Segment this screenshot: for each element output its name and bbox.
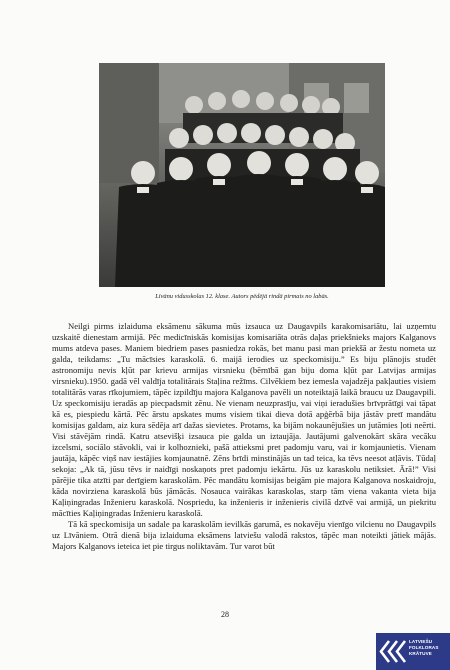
folklore-archive-logo xyxy=(376,633,450,670)
photograph-image xyxy=(99,63,385,287)
logo-line: LATVIEŠU xyxy=(409,639,433,644)
logo-line: KRĀTUVE xyxy=(409,651,432,657)
logo-text xyxy=(409,639,449,658)
class-photograph xyxy=(99,63,385,287)
logo-line: FOLKLORAS xyxy=(409,645,439,651)
logo-chevrons-icon xyxy=(379,639,407,664)
article-body xyxy=(52,321,436,552)
paragraph: Neilgi pirms izlaiduma eksāmenu sākuma mūs izsauca uz Daugavpils karakomisariātu, lai uzņemtu uzskaitē dienestam armijā. Pēc medicīniskās komisijas komisariāta otrās daļas priekšnieks majors Kalganovs mums atdeva pases. Maniem biedriem pases pasniedza rokās, bet manu pasi man priekšā ar žestu nometa uz galda, teikdams: „Tu mācīsies karaskolā. 6. maijā ierodies uz speckomisiju.” Es biju plānojis studēt astronomiju nevis kļūt par krievu armijas virsnieku (bērnībā gan biju doma kļūt par Latvijas armijas virsnieku).1950. gadā vēl valdīja totalitārais Staļina režīms. Cilvēkiem bez iemesla vajadzēja pakļauties visiem totalitārās varas rīkojumiem, tāpēc izpildīju majora Kalganova pavēli un noteiktajā laikā braucu uz Daugavpili. Uz speckomisiju ieradās ap piecpadsmit zēnu. Ne vienam neuzprasīju, vai viņi ieradušies brīvprātīgi vai tāpat kā es, piespiedu kārtā. Pēc ārstu apskates mums visiem tikai dieva dotā apģērbā bija jāstāv pretī mandātu komisijas galdam, aiz kura sēdēja arī dažas sievietes. Protams, ka bijām nokaunējušies un jutāmies ļoti neērti. Visi stāvējām rindā. Katru atsevišķi izsauca pie galda un iztaujāja. Jautājumi galvenokārt skāra vecāku izcelsmi, sociālo stāvokli, vai ir kolhoznieki, pašā attieksmi pret padomju varu, vai ir komjaunietis. Vienam jautāja, kāpēc viņš nav iestājies komjaunatnē. Zēns brīdi minstinājās un tad teica, ka tēvs neesot atļāvis. Tūdaļ sekoja: „Ak tā, jūsu tēvs ir naidīgi noskaņots pret padomju iekārtu. Jūs uz karaskolu netiksiet. Ārā!” Visi pārējie tika atzīti par derīgiem karaskolām. Pēc mandātu komisijas beigām pie majora Kalganova noskaidroju, kāda novirziena karaskolā būs jāmācās. Nosauca vairākas karaskolas, starp tām viena vakanta vieta bija Kaļiņingradas Inženieru karaskolā. Nospriedu, ka inženieris ir inženieris civilā dzīvē vai armijā, un piekritu mācīties Kaļiņingradas Inženieru karaskolā. xyxy=(52,321,436,518)
page-number: 28 xyxy=(221,610,229,619)
photo-caption: Līvānu vidusskolas 12. klase. Autors pēdējā rindā pirmais no labās. xyxy=(155,293,329,300)
paragraph: Tā kā speckomisija un sadale pa karaskolām ievilkās garumā, es nokavēju vienīgo vilcienu no Daugavpils uz Līvāniem. Otrā dienā bija izlaiduma eksāmens latviešu valodā rakstos, tāpēc man noteikti jātiek mājās. Majors Kalganovs ieteica iet pie tirgus noliktavām. Tur varot būt xyxy=(52,519,436,551)
